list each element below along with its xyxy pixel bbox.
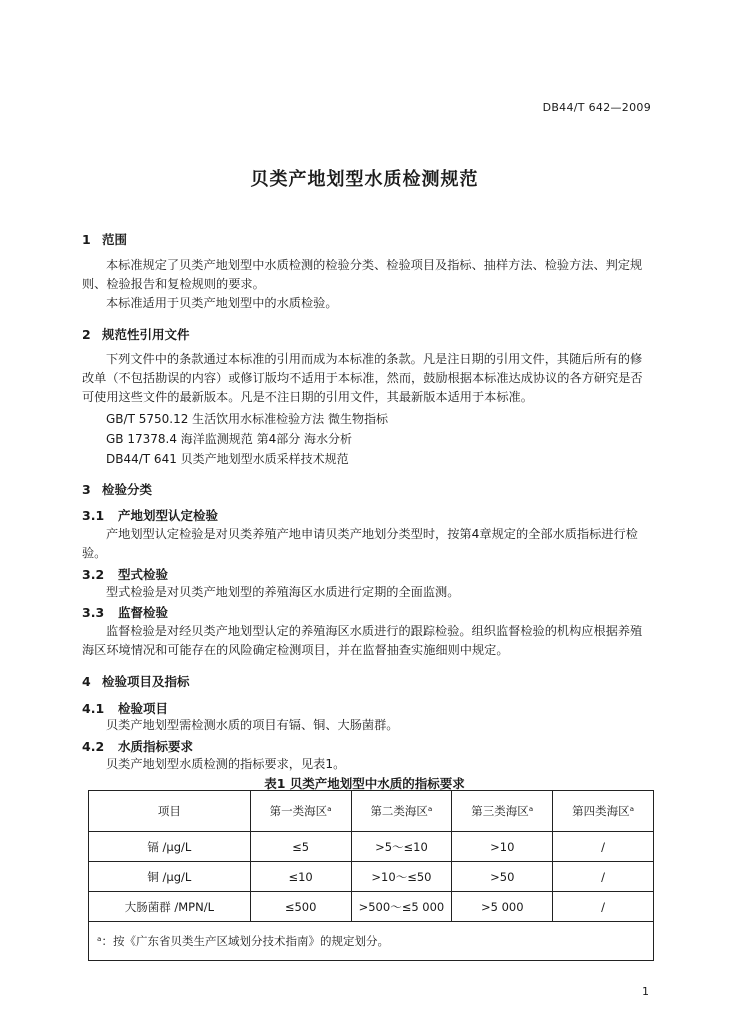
section-3-3-paragraph: 监督检验是对经贝类产地划型认定的养殖海区水质进行的跟踪检验。组织监督检验的机构应根据养殖海区环境情况和可能存在的风险确定检测项目，并在监督抽查实施细则中规定。 <box>82 624 643 657</box>
section-4-heading: 4 检验项目及指标 <box>82 674 190 689</box>
table-row <box>89 832 654 862</box>
document-title: 贝类产地划型水质检测规范 <box>250 169 479 190</box>
section-3-heading: 3 检验分类 <box>82 482 153 497</box>
table-cell: >10～≤50 <box>351 862 452 892</box>
table-row <box>89 892 654 922</box>
section-2-heading: 2 规范性引用文件 <box>82 327 190 342</box>
table-header-row <box>89 791 654 832</box>
reference-item: GB 17378.4 海洋监测规范 第4部分 海水分析 <box>106 432 353 446</box>
table-cell: ≤5 <box>250 832 351 862</box>
table-cell: >10 <box>452 832 553 862</box>
section-4-1-paragraph: 贝类产地划型需检测水质的项目有镉、铜、大肠菌群。 <box>106 718 399 732</box>
table-cell: 铜 /μg/L <box>89 862 251 892</box>
section-3-2-heading: 3.2 型式检验 <box>82 567 169 582</box>
section-4-2-heading: 4.2 水质指标要求 <box>82 739 194 754</box>
water-quality-table <box>88 790 654 961</box>
table-cell: >5～≤10 <box>351 832 452 862</box>
section-1-paragraph-2: 本标准适用于贝类产地划型中的水质检验。 <box>106 296 338 310</box>
section-1-heading: 1 范围 <box>82 232 128 247</box>
page-number: 1 <box>642 985 649 998</box>
section-3-1-paragraph: 产地划型认定检验是对贝类养殖产地申请贝类产地划分类型时，按第4章规定的全部水质指标进行检验。 <box>82 527 638 560</box>
section-4-2-paragraph: 贝类产地划型水质检测的指标要求，见表1。 <box>106 757 346 771</box>
table-cell: / <box>553 862 654 892</box>
standard-code: DB44/T 642—2009 <box>542 101 651 114</box>
table-cell: >5 000 <box>452 892 553 922</box>
section-3-1-heading: 3.1 产地划型认定检验 <box>82 508 219 523</box>
table-cell: ≤500 <box>250 892 351 922</box>
section-1-paragraph-1: 本标准规定了贝类产地划型中水质检测的检验分类、检验项目及指标、抽样方法、检验方法、判定规则、检验报告和复检规则的要求。 <box>82 258 643 291</box>
section-4-1-heading: 4.1 检验项目 <box>82 701 169 716</box>
table-cell: / <box>553 832 654 862</box>
section-3-3-heading: 3.3 监督检验 <box>82 605 169 620</box>
table-note-row <box>89 922 654 961</box>
table-cell: 镉 /μg/L <box>89 832 251 862</box>
table-header-cell: 第二类海区ᵃ <box>351 791 452 832</box>
table-cell: >500～≤5 000 <box>351 892 452 922</box>
table-cell: >50 <box>452 862 553 892</box>
section-3-2-paragraph: 型式检验是对贝类产地划型的养殖海区水质进行定期的全面监测。 <box>106 585 460 599</box>
table-header-cell: 第三类海区ᵃ <box>452 791 553 832</box>
table-header-cell: 第四类海区ᵃ <box>553 791 654 832</box>
reference-item: GB/T 5750.12 生活饮用水标准检验方法 微生物指标 <box>106 412 388 426</box>
table-header-cell: 第一类海区ᵃ <box>250 791 351 832</box>
table-cell: / <box>553 892 654 922</box>
section-2-paragraph-1: 下列文件中的条款通过本标准的引用而成为本标准的条款。凡是注日期的引用文件，其随后所有的修改单（不包括勘误的内容）或修订版均不适用于本标准，然而，鼓励根据本标准达成协议的各方研究是否可使用这些文件的最新版本。凡是不注日期的引用文件，其最新版本适用于本标准。 <box>82 352 643 404</box>
table-caption: 表1 贝类产地划型中水质的指标要求 <box>264 776 465 791</box>
reference-item: DB44/T 641 贝类产地划型水质采样技术规范 <box>106 452 349 466</box>
table-cell: 大肠菌群 /MPN/L <box>89 892 251 922</box>
table-row <box>89 862 654 892</box>
table-header-cell: 项目 <box>89 791 251 832</box>
table-cell: ≤10 <box>250 862 351 892</box>
table-note: ᵃ：按《广东省贝类生产区域划分技术指南》的规定划分。 <box>89 922 654 961</box>
